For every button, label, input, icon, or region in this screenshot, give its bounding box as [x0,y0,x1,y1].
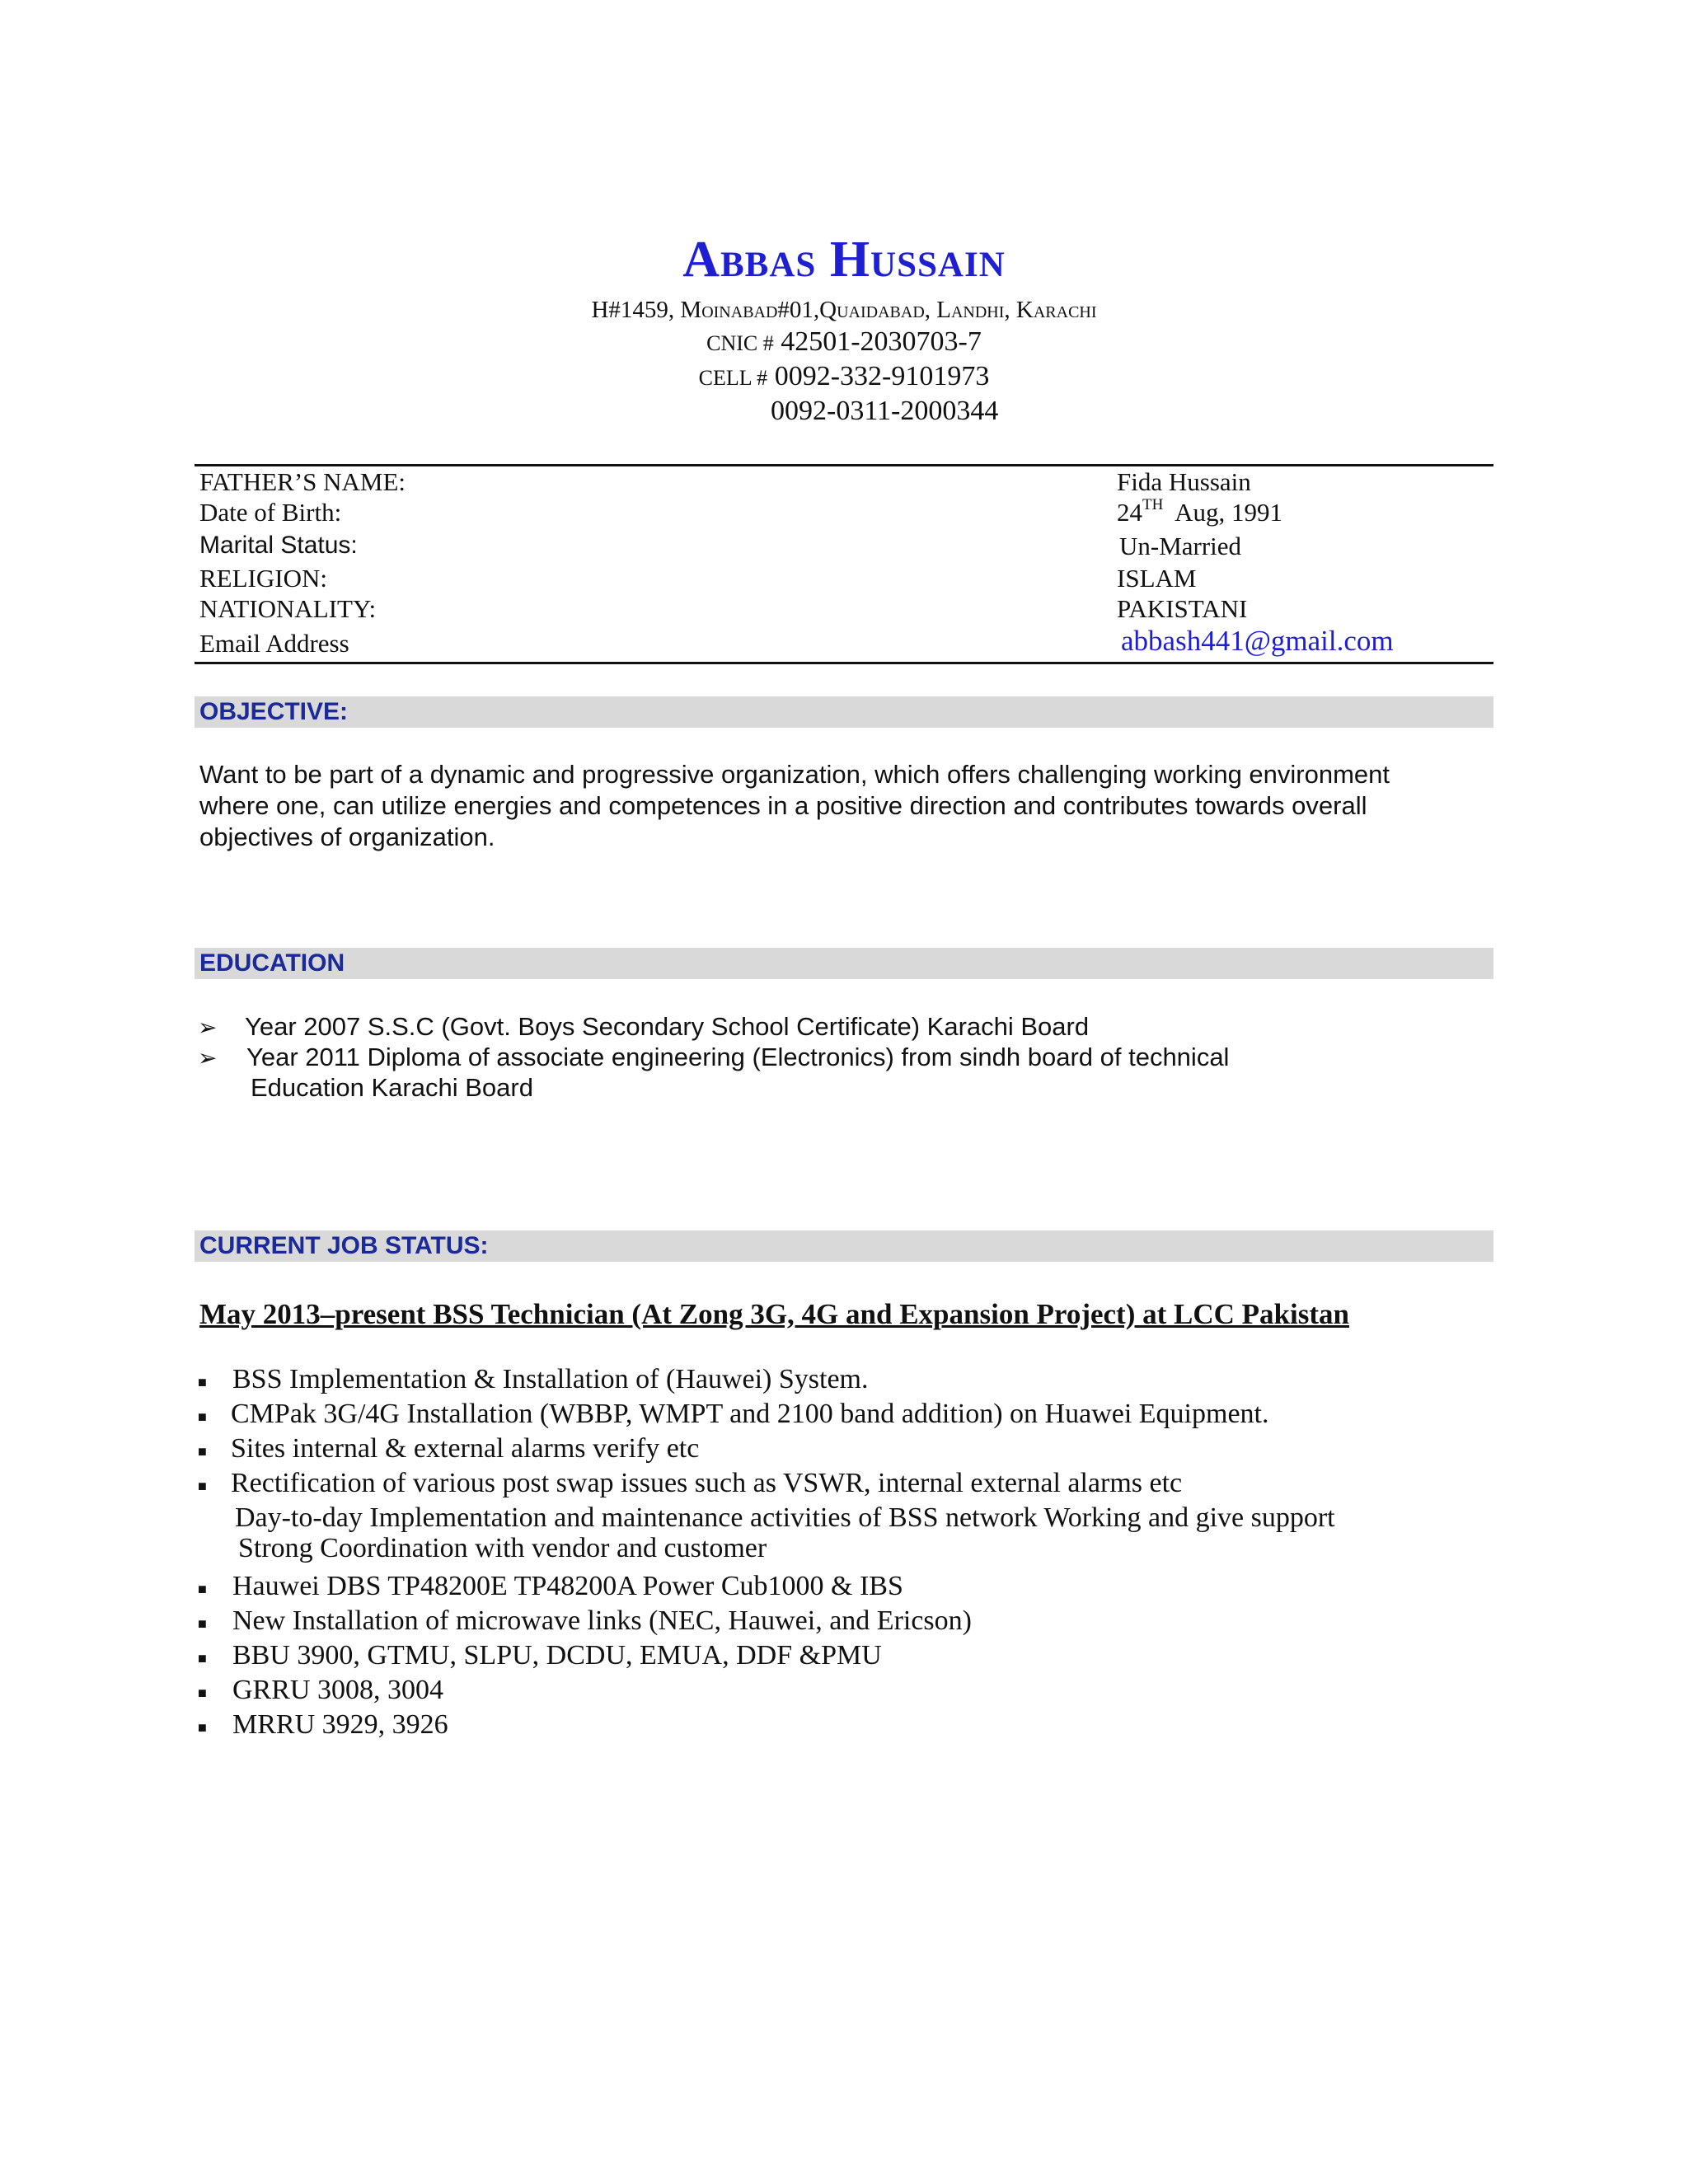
dob-rest: Aug, 1991 [1175,498,1283,527]
cell-value-2: 0092-0311-2000344 [771,396,999,426]
job-heading: CURRENT JOB STATUS: [199,1232,489,1259]
job-item: New Installation of microwave links (NEC, Hauwei, and Ericson) [232,1605,972,1636]
email-label: Email Address [199,629,349,658]
square-bullet-icon: ■ [198,1408,207,1425]
job-item: Sites internal & external alarms verify etc [231,1433,700,1464]
marital-value: Un-Married [1119,532,1242,560]
square-bullet-icon: ■ [198,1685,207,1701]
square-bullet-icon: ■ [198,1443,207,1460]
cell-line [0,361,1688,392]
arrow-bullet-icon: ➢ [198,1014,218,1041]
job-item: BBU 3900, GTMU, SLPU, DCDU, EMUA, DDF &PMU [232,1640,882,1671]
job-item: BSS Implementation & Installation of (Hauwei) System. [232,1364,869,1394]
objective-line-2: where one, can utilize energies and competences in a positive direction and contributes towards overall [199,791,1367,820]
cell-label: CELL # [698,366,768,390]
job-item: MRRU 3929, 3926 [232,1709,448,1740]
dob-value [1117,498,1282,527]
objective-line-3: objectives of organization. [199,823,495,851]
education-item-2-cont: Education Karachi Board [251,1073,533,1102]
education-heading: EDUCATION [199,949,345,977]
job-title: May 2013–present BSS Technician (At Zong 3G, 4G and Expansion Project) at LCC Pakistan [199,1298,1349,1330]
square-bullet-icon: ■ [198,1374,207,1390]
square-bullet-icon: ■ [198,1650,207,1666]
square-bullet-icon: ■ [198,1719,207,1736]
nationality-label: NATIONALITY: [199,594,377,623]
email-value[interactable]: abbash441@gmail.com [1121,625,1394,657]
dob-day: 24 [1117,498,1142,527]
address: H#1459, Moinabad#01,Quaidabad, Landhi, Karachi [591,297,1097,323]
job-item: CMPak 3G/4G Installation (WBBP, WMPT and 2100 band addition) on Huawei Equipment. [231,1399,1269,1429]
bottom-rule [195,662,1493,664]
objective-heading-bar [195,696,1493,728]
father-label: FATHER’S NAME: [199,467,406,496]
square-bullet-icon: ■ [198,1478,207,1494]
nationality-value: PAKISTANI [1117,594,1248,623]
job-item: Rectification of various post swap issues such as VSWR, internal external alarms etc [231,1468,1183,1498]
square-bullet-icon: ■ [198,1581,207,1597]
father-value: Fida Hussain [1117,467,1251,496]
dob-suffix: TH [1142,496,1164,513]
square-bullet-icon: ■ [198,1615,207,1632]
job-item: GRRU 3008, 3004 [232,1675,443,1705]
education-heading-bar [195,948,1493,979]
education-item-1: Year 2007 S.S.C (Govt. Boys Secondary School Certificate) Karachi Board [245,1012,1090,1041]
cnic-label: CNIC # [706,331,774,355]
objective-heading: OBJECTIVE: [199,698,349,725]
education-item-2: Year 2011 Diploma of associate engineering (Electronics) from sindh board of technical [246,1043,1230,1071]
top-rule [195,464,1493,466]
job-plain-line-1: Day-to-day Implementation and maintenance activities of BSS network Working and give support [235,1502,1335,1533]
objective-line-1: Want to be part of a dynamic and progressive organization, which offers challenging working environment [199,760,1390,789]
religion-label: RELIGION: [199,564,327,593]
religion-value: ISLAM [1117,564,1197,593]
candidate-name: Abbas Hussain [682,232,1006,288]
cnic-value: 42501-2030703-7 [781,326,982,357]
dob-label: Date of Birth: [199,498,342,527]
job-heading-bar [195,1230,1493,1262]
job-plain-line-2: Strong Coordination with vendor and customer [238,1533,767,1563]
arrow-bullet-icon: ➢ [198,1044,218,1071]
cell-value-1: 0092-332-9101973 [774,361,990,391]
marital-label: Marital Status: [199,532,358,559]
job-item: Hauwei DBS TP48200E TP48200A Power Cub1000 & IBS [232,1571,903,1601]
cnic-line [0,326,1688,358]
